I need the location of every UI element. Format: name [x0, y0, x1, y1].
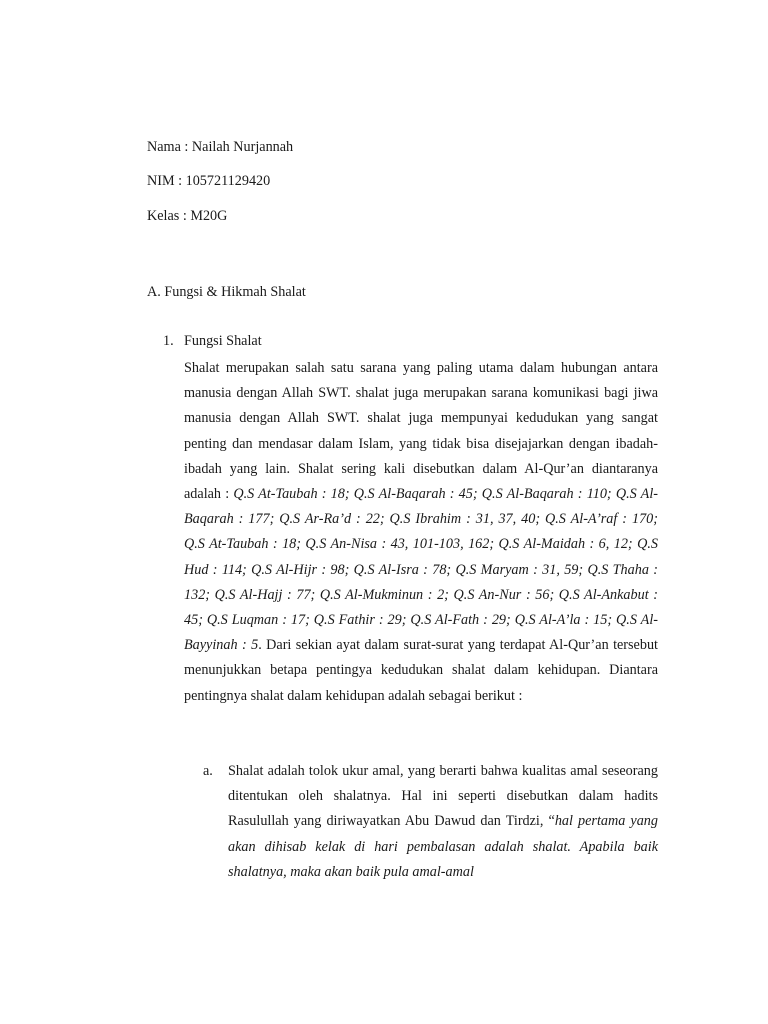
- quran-references: Q.S At-Taubah : 18; Q.S Al-Baqarah : 45; Q.S Al-Baqarah : 110; Q.S Al-Baqarah : 177; Q.S Ar-Ra’d : 22; Q.S Ibrahim : 31, 37, 40; Q.S Al-A’raf : 170; Q.S At-Taubah : 18; Q.S An-Nisa : 43, 101-103, 162; Q.S Al-Maidah : 6, 12; Q.S Hud : 114; Q.S Al-Hijr : 98; Q.S Al-Isra : 78; Q.S Maryam : 31, 59; Q.S Thaha : 132; Q.S Al-Hajj : 77; Q.S Al-Mukminun : 2; Q.S An-Nur : 56; Q.S Al-Ankabut : 45; Q.S Luqman : 17; Q.S Fathir : 29; Q.S Al-Fath : 29; Q.S Al-A’la : 15; Q.S Al-Bayyinah : 5: [184, 486, 658, 654]
- paragraph-outro: . Dari sekian ayat dalam surat-surat yang terdapat Al-Qur’an tersebut menunjukkan betapa pentingya kedudukan shalat dalam kehidupan. Diantara pentingnya shalat dalam kehidupan adalah sebagai berikut :: [184, 637, 658, 704]
- list-item-number: 1.: [163, 333, 174, 349]
- hadith-quote: hal pertama yang akan dihisab kelak di hari pembalasan adalah shalat. Apabila baik shalatnya, maka akan baik pula amal-amal: [228, 813, 658, 880]
- student-nim-line: NIM : 105721129420: [147, 173, 271, 189]
- list-item-title: Fungsi Shalat: [184, 333, 262, 349]
- student-name-line: Nama : Nailah Nurjannah: [147, 139, 294, 155]
- student-class-line: Kelas : M20G: [147, 208, 228, 224]
- sub-item-letter: a.: [203, 763, 213, 779]
- paragraph-intro: Shalat merupakan salah satu sarana yang paling utama dalam hubungan antara manusia dengan Allah SWT. shalat juga merupakan sarana komunikasi bagi jiwa manusia dengan Allah SWT. shalat juga mempunyai kedudukan yang sangat penting dan mendasar dalam Islam, yang tidak bisa disejajarkan dengan ibadah-ibadah yang lain. Shalat sering kali disebutkan dalam Al-Qur’an diantaranya adalah :: [184, 360, 658, 503]
- sub-item-text: Shalat adalah tolok ukur amal, yang berarti bahwa kualitas amal seseorang ditentukan oleh shalatnya. Hal ini seperti disebutkan dalam hadits Rasulullah yang diriwayatkan Abu Dawud dan Tirdzi, “: [228, 763, 658, 830]
- body-paragraph: [184, 356, 658, 709]
- sub-item-paragraph: [228, 759, 658, 885]
- section-heading: A. Fungsi & Hikmah Shalat: [147, 284, 306, 300]
